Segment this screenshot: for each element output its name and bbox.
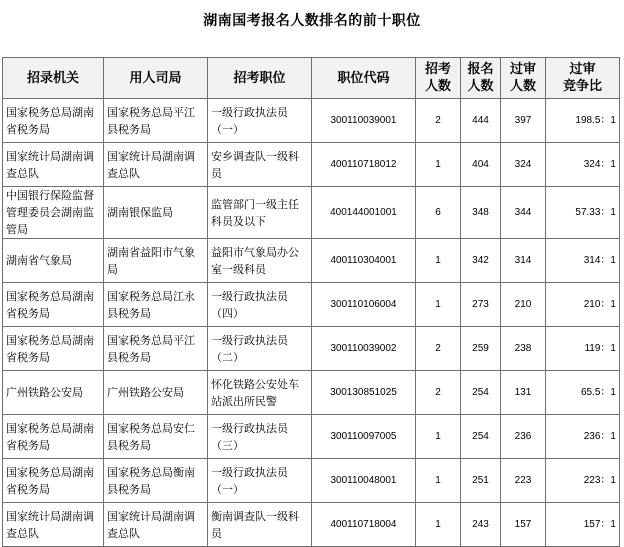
cell-approved: 397 [501,99,546,143]
table-row [3,327,620,371]
cell-applicants: 243 [461,503,501,547]
cell-code: 300110039002 [312,327,416,371]
cell-quota: 2 [416,99,461,143]
cell-ratio: 314：1 [546,239,620,283]
header-quota [416,58,461,99]
cell-post: 安乡调查队一级科员 [208,143,312,187]
cell-approved: 223 [501,459,546,503]
table-row [3,283,620,327]
cell-ratio: 236：1 [546,415,620,459]
cell-ratio: 65.5：1 [546,371,620,415]
cell-applicants: 254 [461,415,501,459]
header-quota-line2: 人数 [424,79,451,94]
cell-approved: 314 [501,239,546,283]
cell-code: 400110718004 [312,503,416,547]
table-row [3,415,620,459]
cell-agency: 国家统计局湖南调查总队 [3,143,104,187]
cell-office: 国家税务总局衡南县税务局 [104,459,208,503]
cell-office: 湖南银保监局 [104,187,208,239]
header-applicants [461,58,501,99]
cell-applicants: 254 [461,371,501,415]
header-code: 职位代码 [312,58,416,99]
header-quota-line1: 招考 [424,62,451,77]
table-row [3,143,620,187]
cell-post: 益阳市气象局办公室一级科员 [208,239,312,283]
ranking-table [2,57,620,547]
cell-ratio: 57.33：1 [546,187,620,239]
header-ratio [546,58,620,99]
cell-quota: 1 [416,415,461,459]
cell-code: 300110097005 [312,415,416,459]
header-approved-line2: 人数 [509,79,536,94]
cell-office: 湖南省益阳市气象局 [104,239,208,283]
cell-quota: 1 [416,459,461,503]
table-row [3,459,620,503]
cell-applicants: 342 [461,239,501,283]
cell-quota: 1 [416,143,461,187]
table-row [3,239,620,283]
cell-post: 怀化铁路公安处车站派出所民警 [208,371,312,415]
header-approved [501,58,546,99]
cell-quota: 1 [416,283,461,327]
cell-agency: 中国银行保险监督管理委员会湖南监管局 [3,187,104,239]
table-row [3,503,620,547]
cell-ratio: 157：1 [546,503,620,547]
cell-code: 300130851025 [312,371,416,415]
cell-post: 一级行政执法员（二） [208,327,312,371]
cell-code: 400110304001 [312,239,416,283]
cell-agency: 国家税务总局湖南省税务局 [3,459,104,503]
cell-ratio: 324：1 [546,143,620,187]
cell-quota: 2 [416,327,461,371]
cell-approved: 210 [501,283,546,327]
cell-approved: 324 [501,143,546,187]
cell-office: 国家税务总局平江县税务局 [104,327,208,371]
cell-applicants: 251 [461,459,501,503]
cell-agency: 广州铁路公安局 [3,371,104,415]
header-post: 招考职位 [208,58,312,99]
header-applicants-line2: 人数 [467,79,494,94]
header-row [3,58,620,99]
cell-code: 300110039001 [312,99,416,143]
cell-applicants: 444 [461,99,501,143]
header-approved-line1: 过审 [509,62,536,77]
cell-applicants: 404 [461,143,501,187]
cell-approved: 344 [501,187,546,239]
header-ratio-line2: 竞争比 [562,79,602,94]
header-applicants-line1: 报名 [467,62,494,77]
cell-code: 300110048001 [312,459,416,503]
cell-office: 国家税务总局江永县税务局 [104,283,208,327]
header-ratio-line1: 过审 [569,62,596,77]
cell-approved: 157 [501,503,546,547]
cell-post: 监管部门一级主任科员及以下 [208,187,312,239]
cell-code: 400144001001 [312,187,416,239]
cell-post: 衡南调查队一级科员 [208,503,312,547]
cell-office: 国家税务总局安仁县税务局 [104,415,208,459]
table-row [3,187,620,239]
cell-quota: 2 [416,371,461,415]
page-title: 湖南国考报名人数排名的前十职位 [203,13,421,29]
table-row [3,371,620,415]
cell-ratio: 210：1 [546,283,620,327]
header-agency: 招录机关 [3,58,104,99]
cell-office: 国家统计局湖南调查总队 [104,143,208,187]
table-row [3,99,620,143]
header-office: 用人司局 [104,58,208,99]
cell-approved: 238 [501,327,546,371]
cell-approved: 131 [501,371,546,415]
cell-applicants: 348 [461,187,501,239]
cell-post: 一级行政执法员（一） [208,99,312,143]
cell-approved: 236 [501,415,546,459]
cell-applicants: 259 [461,327,501,371]
cell-agency: 国家税务总局湖南省税务局 [3,415,104,459]
cell-office: 国家税务总局平江县税务局 [104,99,208,143]
cell-office: 国家统计局湖南调查总队 [104,503,208,547]
cell-post: 一级行政执法员（三） [208,415,312,459]
cell-quota: 6 [416,187,461,239]
cell-ratio: 223：1 [546,459,620,503]
cell-agency: 国家税务总局湖南省税务局 [3,283,104,327]
cell-office: 广州铁路公安局 [104,371,208,415]
cell-post: 一级行政执法员（四） [208,283,312,327]
cell-code: 300110106004 [312,283,416,327]
cell-ratio: 198.5：1 [546,99,620,143]
cell-applicants: 273 [461,283,501,327]
cell-post: 一级行政执法员（一） [208,459,312,503]
cell-code: 400110718012 [312,143,416,187]
cell-agency: 湖南省气象局 [3,239,104,283]
cell-quota: 1 [416,239,461,283]
cell-agency: 国家统计局湖南调查总队 [3,503,104,547]
cell-ratio: 119：1 [546,327,620,371]
cell-agency: 国家税务总局湖南省税务局 [3,327,104,371]
cell-quota: 1 [416,503,461,547]
cell-agency: 国家税务总局湖南省税务局 [3,99,104,143]
